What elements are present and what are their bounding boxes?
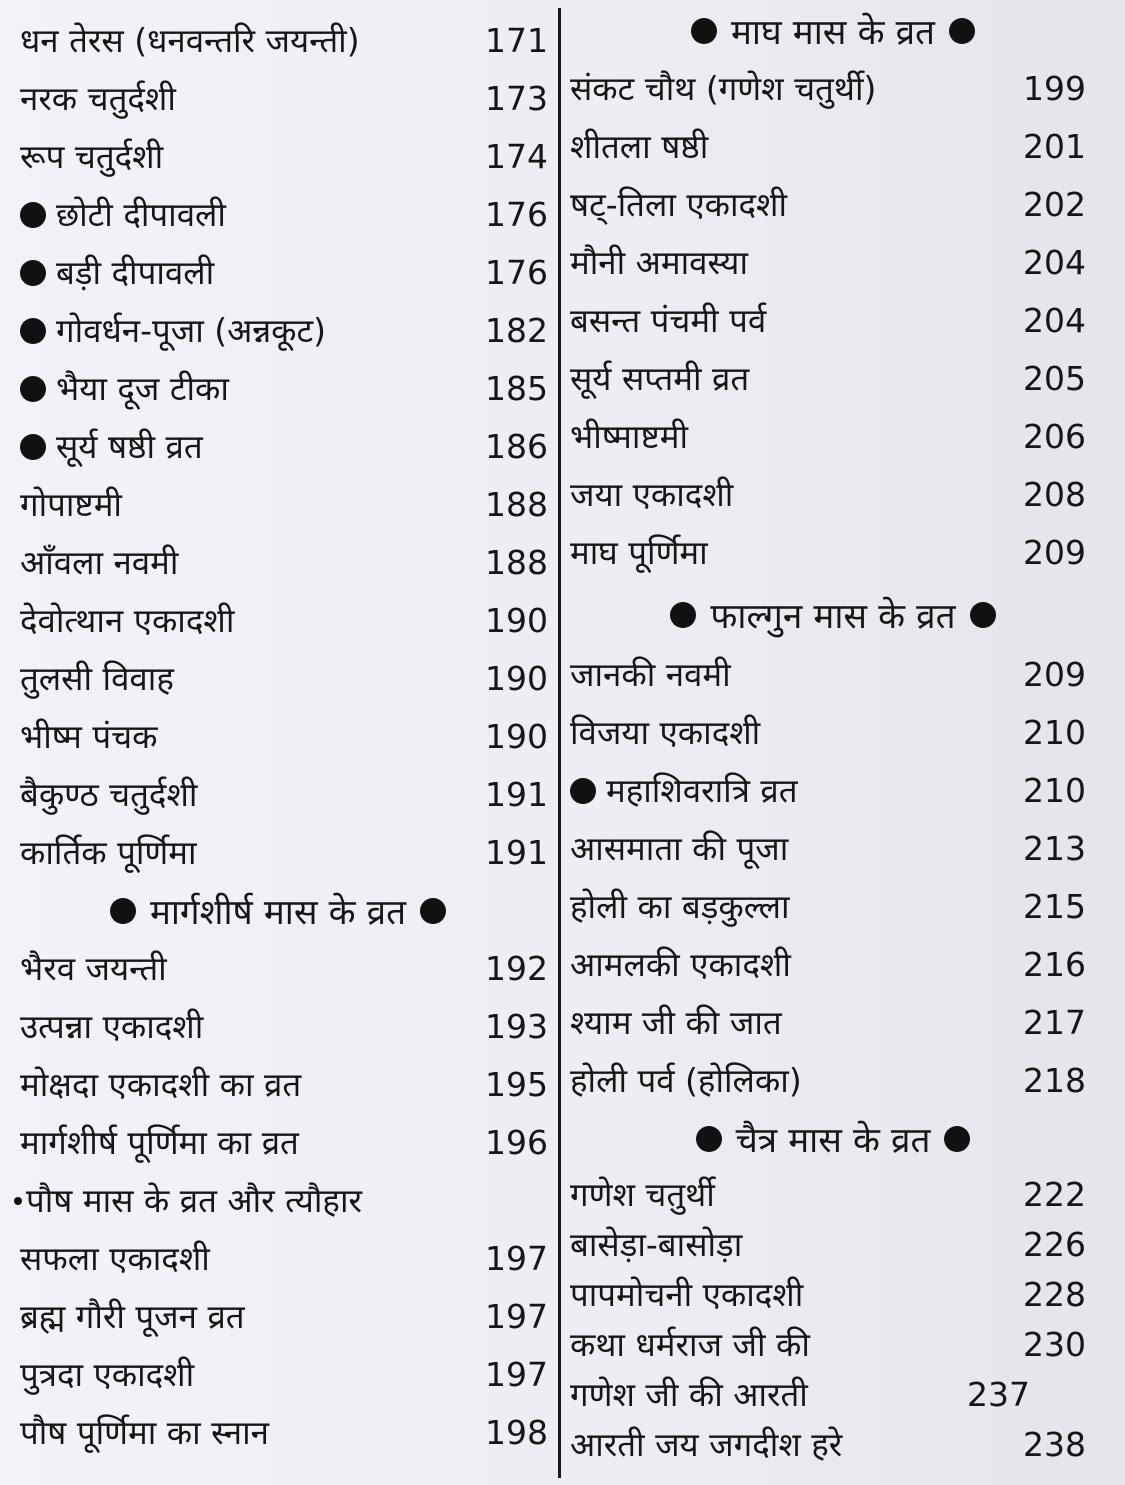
entry-page: 237	[967, 1375, 1030, 1414]
entry-label: कथा धर्मराज जी की	[570, 1325, 810, 1364]
entry-label: मोक्षदा एकादशी का व्रत	[20, 1065, 302, 1104]
bullet-icon	[420, 898, 446, 924]
index-entry	[566, 1170, 1100, 1220]
entry-label: पुत्रदा एकादशी	[20, 1355, 195, 1394]
index-entry	[566, 994, 1100, 1052]
index-entry	[0, 244, 556, 302]
entry-page: 190	[485, 601, 548, 640]
section-heading-chaitra	[566, 1110, 1100, 1168]
entry-page: 188	[485, 543, 548, 582]
entry-page: 204	[1023, 301, 1086, 340]
entry-label: आमलकी एकादशी	[570, 945, 791, 984]
entry-page: 196	[485, 1123, 548, 1162]
index-entry	[0, 302, 556, 360]
entry-label: श्याम जी की जात	[570, 1003, 782, 1042]
bullet-icon	[20, 202, 46, 228]
index-entry	[0, 1056, 556, 1114]
entry-page: 217	[1023, 1003, 1086, 1042]
entry-label: बैकुण्ठ चतुर्दशी	[20, 775, 198, 814]
entry-page: 206	[1023, 417, 1086, 456]
entry-page: 190	[485, 659, 548, 698]
index-entry	[0, 592, 556, 650]
entry-page: 197	[485, 1297, 548, 1336]
index-entry	[566, 704, 1100, 762]
index-entry	[0, 12, 556, 70]
index-entry	[0, 418, 556, 476]
index-entry	[566, 820, 1100, 878]
entry-page: 192	[485, 949, 548, 988]
entry-label: षट्-तिला एकादशी	[570, 185, 788, 224]
index-entry	[0, 1114, 556, 1172]
entry-page: 216	[1023, 945, 1086, 984]
entry-page: 230	[1023, 1325, 1086, 1364]
index-entry	[0, 360, 556, 418]
entry-page: 191	[485, 833, 548, 872]
bullet-icon	[20, 260, 46, 286]
entry-page: 228	[1023, 1275, 1086, 1314]
entry-label: नरक चतुर्दशी	[20, 79, 176, 118]
entry-page: 198	[485, 1413, 548, 1452]
entry-label: रूप चतुर्दशी	[20, 137, 164, 176]
entry-page: 226	[1023, 1225, 1086, 1264]
entry-label: होली पर्व (होलिका)	[570, 1061, 802, 1100]
index-entry	[0, 476, 556, 534]
entry-page: 204	[1023, 243, 1086, 282]
index-entry	[566, 1052, 1100, 1110]
index-entry	[0, 534, 556, 592]
entry-label: गणेश जी की आरती	[570, 1375, 808, 1414]
bullet-icon	[670, 602, 696, 628]
entry-page: 205	[1023, 359, 1086, 398]
entry-label: पापमोचनी एकादशी	[570, 1275, 804, 1314]
entry-page: 193	[485, 1007, 548, 1046]
entry-label: होली का बड़कुल्ला	[570, 887, 790, 926]
entry-page: 176	[485, 253, 548, 292]
index-entry	[566, 1270, 1100, 1320]
bullet-icon	[110, 898, 136, 924]
entry-page: 215	[1023, 887, 1086, 926]
index-entry	[0, 1230, 556, 1288]
entry-page: 209	[1023, 655, 1086, 694]
entry-label: माघ पूर्णिमा	[570, 533, 708, 572]
entry-page: 209	[1023, 533, 1086, 572]
entry-label: जया एकादशी	[570, 475, 734, 514]
entry-page: 182	[485, 311, 548, 350]
entry-label: बासेड़ा-बासोड़ा	[570, 1225, 743, 1264]
index-entry	[566, 466, 1100, 524]
entry-label: शीतला षष्ठी	[570, 127, 709, 166]
index-entry	[566, 878, 1100, 936]
entry-page: 202	[1023, 185, 1086, 224]
index-entry	[0, 186, 556, 244]
entry-page: 218	[1023, 1061, 1086, 1100]
entry-label: बड़ी दीपावली	[56, 253, 215, 292]
index-entry	[0, 128, 556, 186]
entry-label: धन तेरस (धनवन्तरि जयन्ती)	[20, 21, 360, 60]
entry-label: सफला एकादशी	[20, 1239, 210, 1278]
index-entry	[0, 1404, 556, 1462]
entry-page: 186	[485, 427, 548, 466]
bullet-icon	[970, 602, 996, 628]
index-entry	[566, 292, 1100, 350]
index-entry	[566, 646, 1100, 704]
index-entry	[0, 824, 556, 882]
bullet-icon	[949, 18, 975, 44]
entry-label: उत्पन्ना एकादशी	[20, 1007, 204, 1046]
entry-label: आरती जय जगदीश हरे	[570, 1425, 843, 1464]
index-entry	[0, 998, 556, 1056]
entry-page: 199	[1023, 69, 1086, 108]
index-entry	[566, 762, 1100, 820]
entry-page: 195	[485, 1065, 548, 1104]
entry-page: 197	[485, 1239, 548, 1278]
entry-label: विजया एकादशी	[570, 713, 761, 752]
entry-label: सूर्य षष्ठी व्रत	[56, 427, 203, 466]
entry-label: भैरव जयन्ती	[20, 949, 167, 988]
entry-label: आँवला नवमी	[20, 543, 179, 582]
entry-label: छोटी दीपावली	[56, 195, 226, 234]
index-entry	[0, 1288, 556, 1346]
index-entry	[566, 176, 1100, 234]
index-entry	[566, 408, 1100, 466]
entry-page: 197	[485, 1355, 548, 1394]
entry-page: 191	[485, 775, 548, 814]
bullet-icon	[14, 1197, 22, 1205]
column-divider	[558, 8, 561, 1478]
entry-page: 238	[1023, 1425, 1086, 1464]
entry-label: संकट चौथ (गणेश चतुर्थी)	[570, 69, 877, 108]
index-entry	[566, 524, 1100, 582]
entry-page: 174	[485, 137, 548, 176]
entry-label: आसमाता की पूजा	[570, 829, 789, 868]
index-entry	[566, 118, 1100, 176]
entry-page: 222	[1023, 1175, 1086, 1214]
index-entry	[566, 1370, 1100, 1420]
entry-label: मार्गशीर्ष पूर्णिमा का व्रत	[20, 1123, 299, 1162]
entry-label: सूर्य सप्तमी व्रत	[570, 359, 750, 398]
entry-label: गणेश चतुर्थी	[570, 1175, 715, 1214]
bullet-icon	[944, 1126, 970, 1152]
entry-label: महाशिवरात्रि व्रत	[606, 771, 798, 810]
bullet-icon	[570, 778, 596, 804]
entry-page: 210	[1023, 771, 1086, 810]
entry-page: 171	[485, 21, 548, 60]
entry-label: भैया दूज टीका	[56, 369, 229, 408]
entry-label: ब्रह्म गौरी पूजन व्रत	[20, 1297, 245, 1336]
index-entry	[566, 936, 1100, 994]
entry-page: 190	[485, 717, 548, 756]
bullet-icon	[20, 318, 46, 344]
bullet-icon	[20, 434, 46, 460]
section-title: मार्गशीर्ष मास के व्रत	[149, 892, 407, 933]
section-heading-phalgun	[566, 586, 1100, 644]
index-entry	[0, 708, 556, 766]
index-entry	[0, 940, 556, 998]
section-heading-magh	[566, 2, 1100, 60]
index-entry	[0, 766, 556, 824]
entry-label: गोपाष्टमी	[20, 485, 122, 524]
entry-page: 213	[1023, 829, 1086, 868]
index-entry	[566, 60, 1100, 118]
section-heading-paush	[0, 1172, 556, 1230]
entry-label: कार्तिक पूर्णिमा	[20, 833, 197, 872]
section-heading-margashirsha	[0, 882, 556, 940]
entry-page: 188	[485, 485, 548, 524]
entry-label: गोवर्धन-पूजा (अन्नकूट)	[56, 311, 327, 350]
section-title: चैत्र मास के व्रत	[735, 1120, 931, 1161]
index-entry	[566, 1420, 1100, 1470]
entry-label: जानकी नवमी	[570, 655, 731, 694]
index-entry	[0, 70, 556, 128]
entry-page: 173	[485, 79, 548, 118]
entry-label: देवोत्थान एकादशी	[20, 601, 235, 640]
bullet-icon	[696, 1126, 722, 1152]
entry-page: 201	[1023, 127, 1086, 166]
index-entry	[0, 650, 556, 708]
index-entry	[566, 350, 1100, 408]
bullet-icon	[691, 18, 717, 44]
index-entry	[566, 1220, 1100, 1270]
section-title: माघ मास के व्रत	[730, 12, 935, 53]
entry-label: मौनी अमावस्या	[570, 243, 748, 282]
entry-label: पौष पूर्णिमा का स्नान	[20, 1413, 269, 1452]
bullet-icon	[20, 376, 46, 402]
entry-label: तुलसी विवाह	[20, 659, 174, 698]
index-entry	[0, 1346, 556, 1404]
entry-page: 185	[485, 369, 548, 408]
entry-label: बसन्त पंचमी पर्व	[570, 301, 767, 340]
index-entry	[566, 1320, 1100, 1370]
index-entry	[566, 234, 1100, 292]
entry-page: 176	[485, 195, 548, 234]
entry-label: भीष्माष्टमी	[570, 417, 689, 456]
section-title: फाल्गुन मास के व्रत	[710, 596, 956, 637]
entry-page: 210	[1023, 713, 1086, 752]
entry-page: 208	[1023, 475, 1086, 514]
entry-label: भीष्म पंचक	[20, 717, 158, 756]
section-title: पौष मास के व्रत और त्यौहार	[26, 1181, 362, 1220]
